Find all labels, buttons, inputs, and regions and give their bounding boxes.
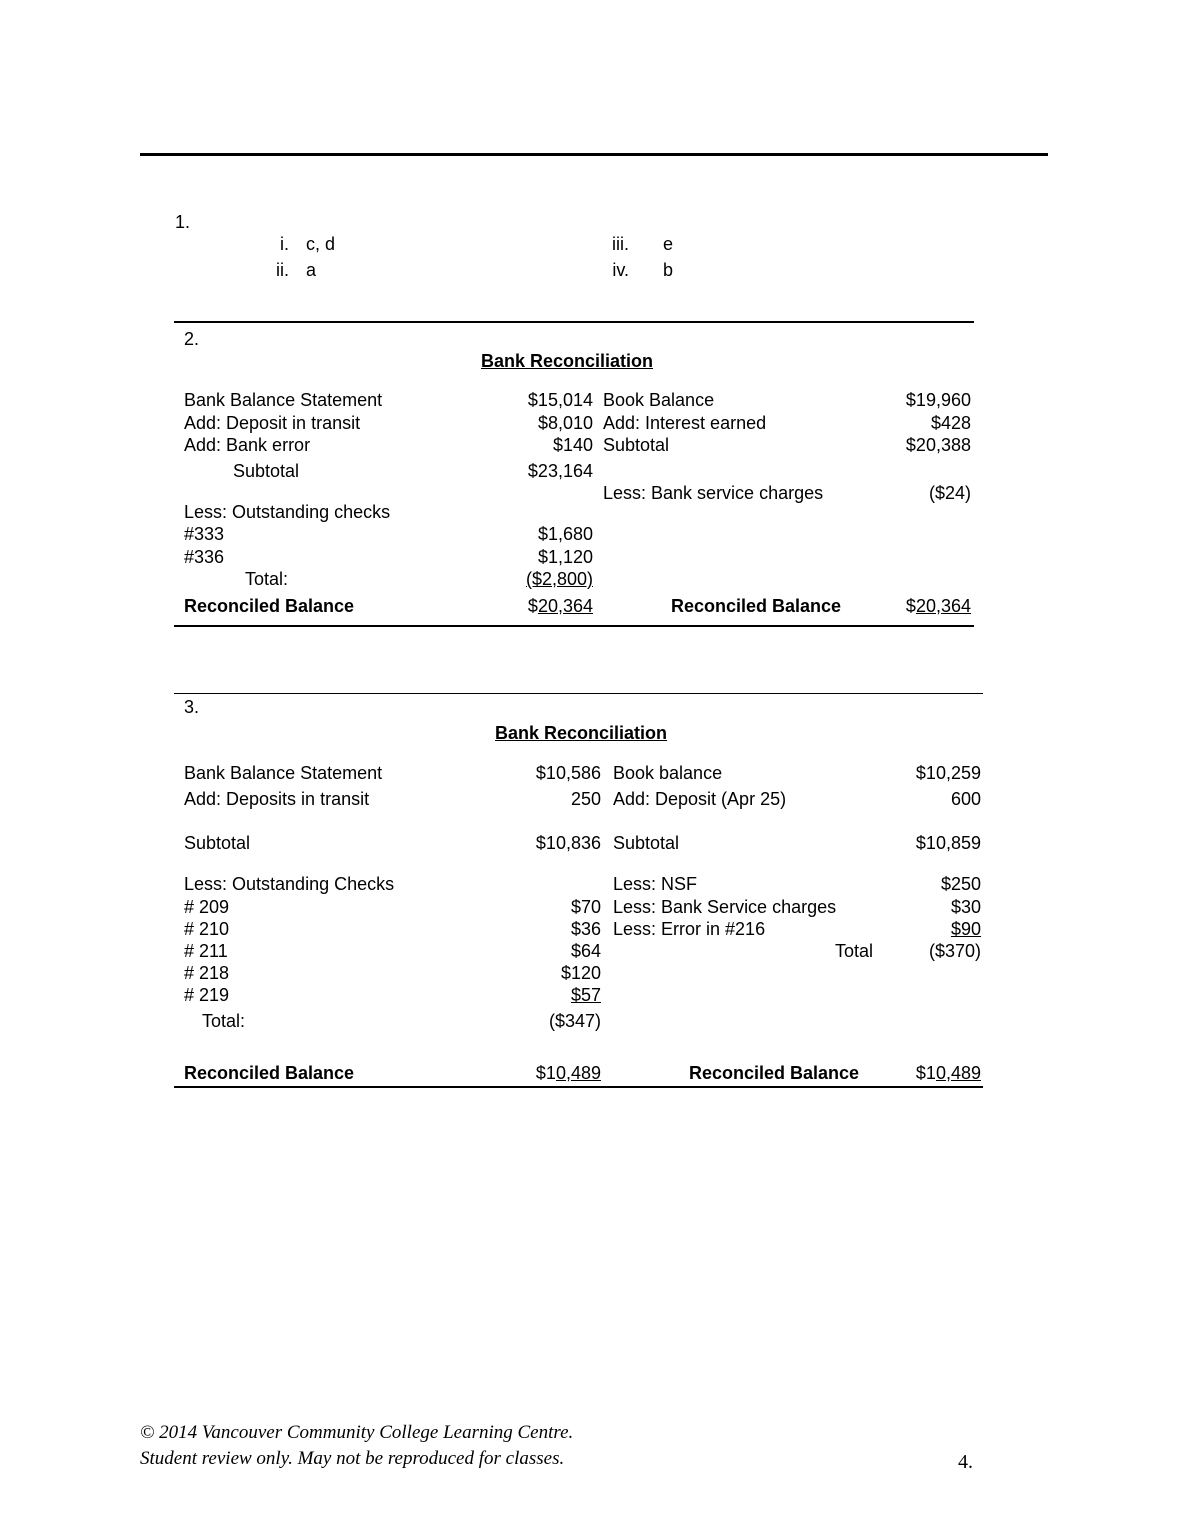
q3-number: 3.	[184, 697, 200, 717]
q2-interest-amount: $428	[930, 413, 971, 433]
q3-total-amount: ($347)	[548, 1011, 601, 1031]
q3-right-total-amount: ($370)	[928, 941, 981, 961]
q2-bottom-rule	[174, 625, 974, 627]
q2-bank-error-amount: $140	[552, 435, 593, 455]
q3-check-219-amount	[461, 985, 601, 1005]
q2-left-reconciled-prefix: $	[527, 596, 538, 616]
q1-roman-ii: ii.	[276, 260, 289, 280]
q2-book-balance-amount: $19,960	[905, 390, 971, 410]
q2-title: Bank Reconciliation	[481, 351, 654, 371]
q2-book-balance-label: Book Balance	[603, 390, 715, 410]
q3-check-210-label: # 210	[184, 919, 230, 939]
q3-right-reconciled-prefix: $1	[915, 1063, 936, 1083]
q2-right-subtotal-amount: $20,388	[905, 435, 971, 455]
q3-left-reconciled-amount	[461, 1063, 601, 1083]
q2-right-reconciled-rest: 20,364	[915, 596, 971, 616]
q3-check-218-label: # 218	[184, 963, 230, 983]
q3-right-total-label: Total	[834, 941, 873, 961]
q3-bottom-rule	[174, 1086, 983, 1088]
q2-left-subtotal-amount: $23,164	[527, 461, 593, 481]
q1-roman-i: i.	[280, 234, 289, 254]
q3-check-210-amount: $36	[570, 919, 601, 939]
q3-service-charges-label: Less: Bank Service charges	[613, 897, 837, 917]
q2-check-333-label: #333	[184, 524, 225, 544]
q2-interest-label: Add: Interest earned	[603, 413, 767, 433]
page-number: 4.	[958, 1451, 973, 1473]
q2-top-rule	[174, 321, 974, 323]
q2-service-charges-label: Less: Bank service charges	[603, 483, 824, 503]
q3-nsf-amount: $250	[940, 874, 981, 894]
header-rule	[140, 153, 1048, 156]
q3-error-amount	[841, 919, 981, 939]
q3-left-subtotal-label: Subtotal	[184, 833, 251, 853]
q2-service-charges-amount: ($24)	[928, 483, 971, 503]
q3-service-charges-amount: $30	[950, 897, 981, 917]
q2-check-336-amount: $1,120	[537, 547, 593, 567]
q2-bank-error-label: Add: Bank error	[184, 435, 311, 455]
q1-roman-iii: iii.	[612, 234, 629, 254]
q2-left-subtotal-label: Subtotal	[233, 461, 300, 481]
footer-copyright: © 2014 Vancouver Community College Learning Centre.	[140, 1422, 574, 1443]
q2-total-amount	[453, 569, 593, 589]
q3-right-reconciled-label: Reconciled Balance	[689, 1063, 860, 1083]
q3-left-reconciled-label: Reconciled Balance	[184, 1063, 355, 1083]
q2-right-reconciled-prefix: $	[905, 596, 916, 616]
q3-right-reconciled-amount	[841, 1063, 981, 1083]
q3-top-rule	[174, 693, 983, 694]
q3-check-211-amount: $64	[570, 941, 601, 961]
q3-nsf-label: Less: NSF	[613, 874, 698, 894]
q3-left-reconciled-prefix: $1	[535, 1063, 556, 1083]
q1-answer-iv: b	[663, 260, 674, 280]
q3-left-subtotal-amount: $10,836	[535, 833, 601, 853]
q3-check-218-amount: $120	[560, 963, 601, 983]
q3-error-amount-text: $90	[950, 919, 981, 939]
q2-left-reconciled-amount	[453, 596, 593, 616]
q1-number: 1.	[175, 212, 191, 232]
q3-less-outstanding-label: Less: Outstanding Checks	[184, 874, 395, 894]
q3-title: Bank Reconciliation	[495, 723, 668, 743]
q3-check-219-amount-text: $57	[570, 985, 601, 1005]
q3-deposit-apr-label: Add: Deposit (Apr 25)	[613, 789, 787, 809]
q3-bank-statement-label: Bank Balance Statement	[184, 763, 383, 783]
q2-deposit-transit-label: Add: Deposit in transit	[184, 413, 361, 433]
q3-check-219-label: # 219	[184, 985, 230, 1005]
q2-left-reconciled-rest: 20,364	[537, 596, 593, 616]
q1-answer-iii: e	[663, 234, 674, 254]
q1-answer-i: c, d	[306, 234, 336, 254]
q2-check-333-amount: $1,680	[537, 524, 593, 544]
q2-less-outstanding-label: Less: Outstanding checks	[184, 502, 391, 522]
footer-notice: Student review only. May not be reproduced for classes.	[140, 1448, 565, 1469]
q2-check-336-label: #336	[184, 547, 225, 567]
q3-left-reconciled-rest: 0,489	[555, 1063, 601, 1083]
q3-bank-statement-amount: $10,586	[535, 763, 601, 783]
q3-book-balance-amount: $10,259	[915, 763, 981, 783]
q1-answer-ii: a	[306, 260, 317, 280]
q3-book-balance-label: Book balance	[613, 763, 723, 783]
q2-left-reconciled-label: Reconciled Balance	[184, 596, 355, 616]
q3-right-subtotal-label: Subtotal	[613, 833, 680, 853]
q3-check-211-label: # 211	[184, 941, 228, 961]
q3-right-subtotal-amount: $10,859	[915, 833, 981, 853]
q3-deposit-apr-amount: 600	[950, 789, 981, 809]
q2-number: 2.	[184, 329, 200, 349]
q2-bank-statement-label: Bank Balance Statement	[184, 390, 383, 410]
q2-right-reconciled-label: Reconciled Balance	[671, 596, 842, 616]
q2-right-subtotal-label: Subtotal	[603, 435, 670, 455]
q2-right-reconciled-amount	[831, 596, 971, 616]
q2-bank-statement-amount: $15,014	[527, 390, 593, 410]
q2-total-amount-text: ($2,800)	[525, 569, 593, 589]
q3-total-label: Total:	[202, 1011, 246, 1031]
q3-error-label: Less: Error in #216	[613, 919, 766, 939]
q1-roman-iv: iv.	[612, 260, 629, 280]
q3-check-209-amount: $70	[570, 897, 601, 917]
q3-check-209-label: # 209	[184, 897, 230, 917]
q3-right-reconciled-rest: 0,489	[935, 1063, 981, 1083]
q3-deposits-transit-label: Add: Deposits in transit	[184, 789, 370, 809]
q2-total-label: Total:	[245, 569, 289, 589]
q3-deposits-transit-amount: 250	[570, 789, 601, 809]
q2-deposit-transit-amount: $8,010	[537, 413, 593, 433]
